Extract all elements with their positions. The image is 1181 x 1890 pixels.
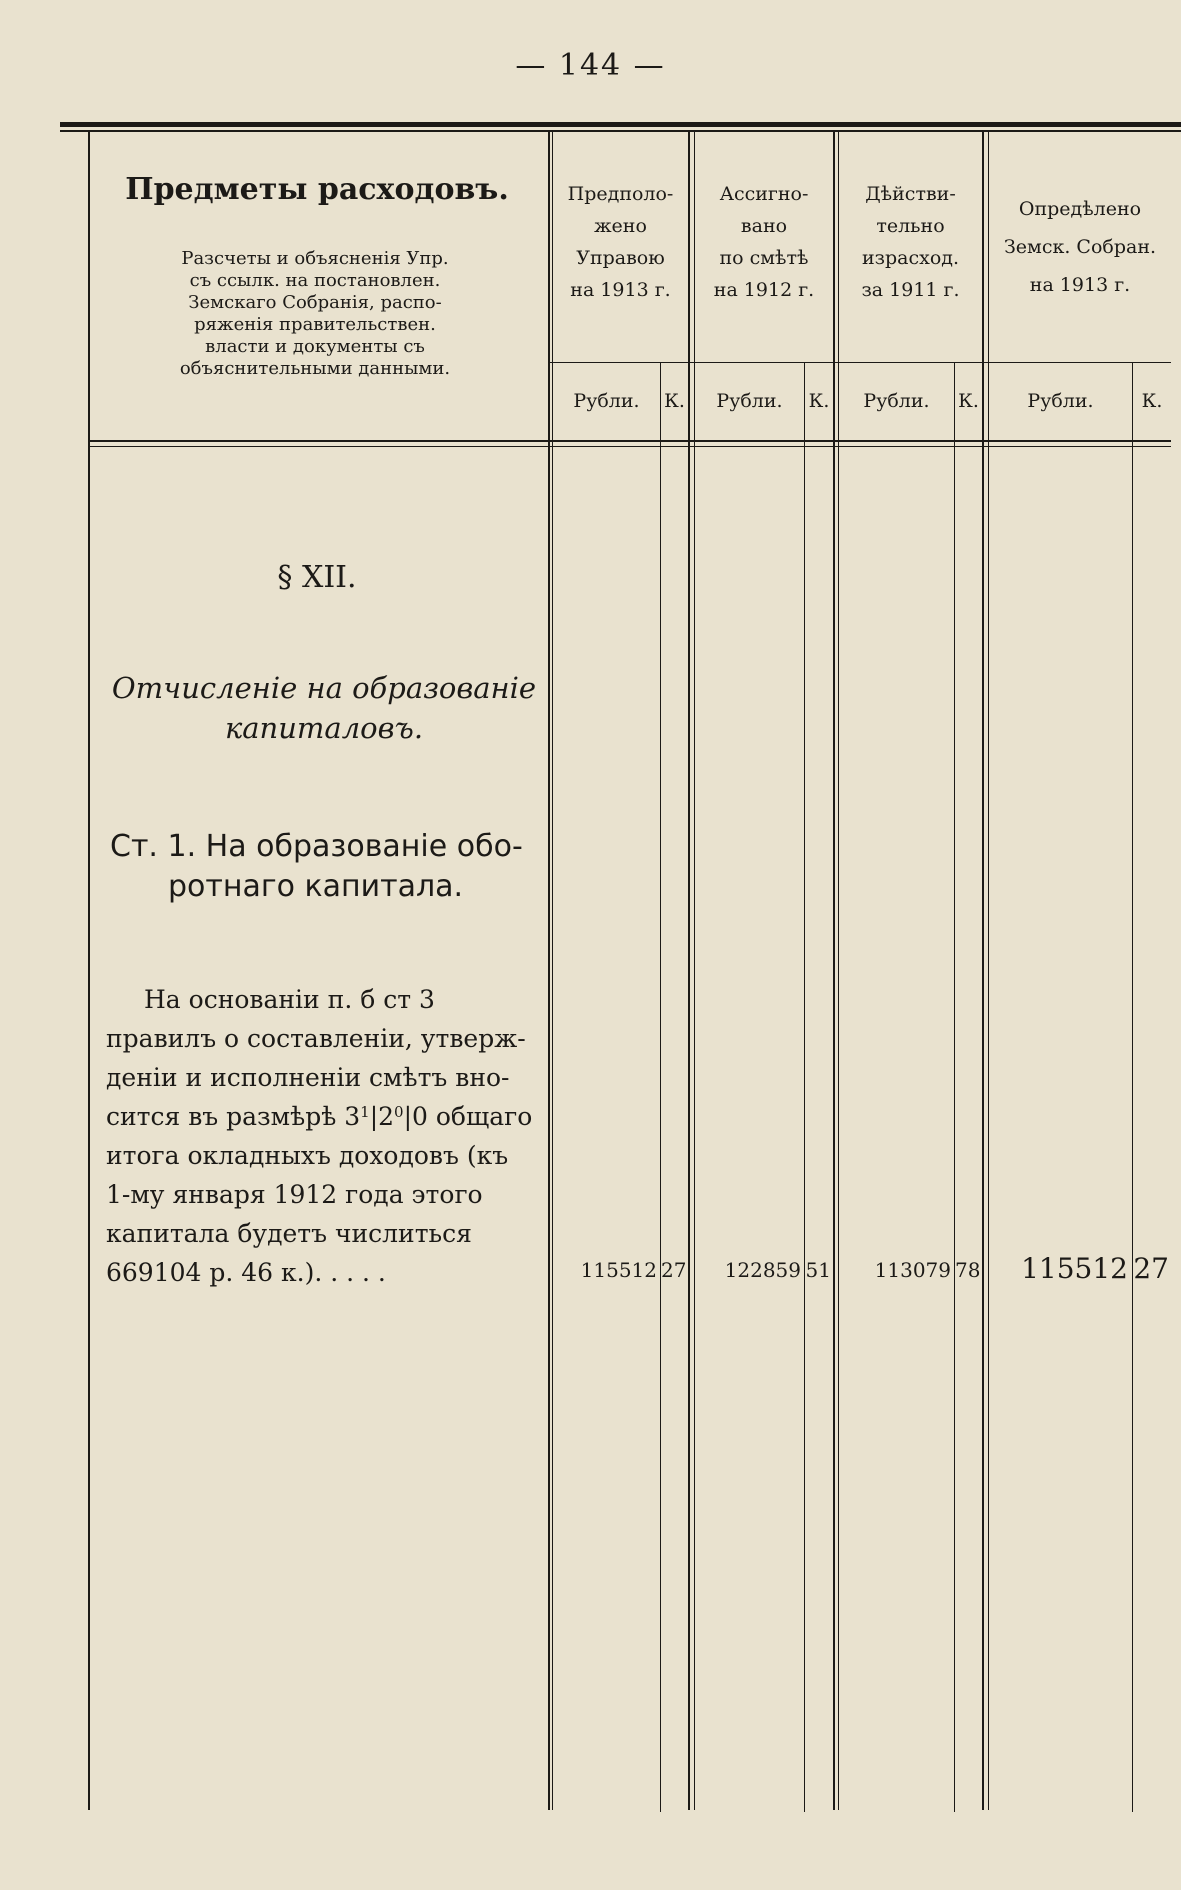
col-divider bbox=[988, 130, 989, 1810]
section-sign: § XII. bbox=[277, 560, 357, 595]
body-line: На основаніи п. б ст 3 bbox=[144, 985, 435, 1014]
page-number: — 144 — bbox=[515, 48, 666, 83]
col-divider bbox=[688, 130, 690, 1810]
col-head-proposed bbox=[553, 178, 688, 306]
subtitle-line: власти и документы съ bbox=[205, 336, 425, 357]
amount-assigned-rub: 122859 bbox=[724, 1258, 801, 1282]
unit-row-rule bbox=[550, 362, 1171, 363]
col-divider bbox=[552, 130, 553, 1810]
fraction-pct: 0 bbox=[412, 1102, 428, 1131]
col-head-line: Управою bbox=[576, 247, 665, 269]
unit-kop: К. bbox=[664, 390, 685, 412]
col-head-line: за 1911 г. bbox=[861, 279, 960, 301]
subtitle-line: ряженія правительствен. bbox=[194, 314, 436, 335]
header-bottom-rule-2 bbox=[88, 446, 1171, 447]
amount-assigned-kop: 51 bbox=[805, 1258, 831, 1282]
fraction-pct-sup: 0 bbox=[394, 1103, 404, 1121]
col-head-line: по смѣтѣ bbox=[719, 247, 809, 269]
col-divider bbox=[838, 130, 839, 1810]
col-divider bbox=[804, 362, 805, 1812]
col-head-spent bbox=[839, 178, 982, 306]
subtitle-line: Разсчеты и объясненія Упр. bbox=[181, 248, 449, 269]
col-head-line: на 1913 г. bbox=[1029, 274, 1131, 296]
col-divider bbox=[1132, 362, 1133, 1812]
body-text bbox=[106, 980, 540, 1292]
col-head-line: тельно bbox=[876, 215, 945, 237]
body-line: правилъ о составленіи, утверж- bbox=[106, 1024, 526, 1053]
col-head-determined bbox=[989, 190, 1171, 304]
col-head-line: Земск. Собран. bbox=[1003, 236, 1157, 258]
section-title-line: Отчисленіе на образованіе bbox=[111, 671, 537, 705]
unit-kop: К. bbox=[1141, 390, 1163, 412]
col-head-line: Предполо- bbox=[567, 183, 674, 205]
unit-rub: Рубли. bbox=[863, 390, 930, 412]
fraction-sup: 1 bbox=[360, 1103, 370, 1121]
col-divider bbox=[660, 362, 661, 1812]
amount-spent-rub: 113079 bbox=[874, 1258, 951, 1282]
body-line: 1-му января 1912 года этого bbox=[106, 1180, 483, 1209]
body-line: капитала будетъ числиться bbox=[106, 1219, 472, 1248]
subtitle-line: Земскаго Собранія, распо- bbox=[188, 292, 442, 313]
amount-proposed-rub: 115512 bbox=[580, 1258, 657, 1282]
article-title bbox=[110, 827, 548, 907]
header-title: Предметы расходовъ. bbox=[125, 172, 509, 207]
col-head-line: израсход. bbox=[861, 247, 960, 269]
body-line: итога окладныхъ доходовъ (къ bbox=[106, 1141, 509, 1170]
col-divider bbox=[694, 130, 695, 1810]
col-head-line: на 1912 г. bbox=[713, 279, 815, 301]
table-top-rule bbox=[60, 122, 1181, 127]
fraction-rest: общаго bbox=[427, 1102, 533, 1131]
unit-kop: К. bbox=[958, 390, 979, 412]
section-title-line: капиталовъ. bbox=[224, 711, 424, 745]
amount-determined-rub: 115512 bbox=[1021, 1252, 1128, 1285]
amount-spent-kop: 78 bbox=[955, 1258, 981, 1282]
unit-rub: Рубли. bbox=[573, 390, 640, 412]
unit-rub: Рубли. bbox=[716, 390, 783, 412]
body-line: деніи и исполненіи смѣтъ вно- bbox=[106, 1063, 510, 1092]
col-divider bbox=[982, 130, 984, 1810]
col-divider bbox=[548, 130, 550, 1810]
col-head-assigned bbox=[695, 178, 833, 306]
subtitle-line: съ ссылк. на постановлен. bbox=[189, 270, 441, 291]
body-line-text: сится въ размѣрѣ 3 bbox=[106, 1102, 361, 1131]
col-divider bbox=[954, 362, 955, 1812]
section-title bbox=[100, 668, 548, 748]
article-title-line: Ст. 1. На образованіе обо- bbox=[110, 829, 523, 864]
col-head-line: Дѣйстви- bbox=[865, 183, 956, 205]
unit-kop: К. bbox=[808, 390, 830, 412]
table-top-rule-thin bbox=[60, 130, 1181, 132]
subtitle-line: объяснительными данными. bbox=[179, 358, 451, 379]
col-head-line: на 1913 г. bbox=[570, 279, 671, 301]
header-bottom-rule bbox=[88, 440, 1171, 442]
col-head-line: жено bbox=[594, 215, 647, 237]
article-title-line: ротнаго капитала. bbox=[168, 869, 464, 904]
col-divider bbox=[833, 130, 835, 1810]
col-head-line: Ассигно- bbox=[719, 183, 809, 205]
col-head-line: вано bbox=[740, 215, 788, 237]
amount-proposed-kop: 27 bbox=[661, 1258, 687, 1282]
col-head-line: Опредѣлено bbox=[1018, 198, 1142, 220]
amount-determined-kop: 27 bbox=[1133, 1252, 1169, 1285]
fraction-mid: 2 bbox=[378, 1102, 395, 1131]
unit-rub: Рубли. bbox=[1027, 390, 1094, 412]
body-line-fraction: сится въ размѣрѣ $3^1|2^0|0$ общаго bbox=[106, 1102, 533, 1131]
header-subtitle bbox=[160, 248, 470, 380]
col-divider bbox=[88, 130, 90, 1810]
body-line: 669104 р. 46 к.). . . . . bbox=[106, 1258, 386, 1287]
